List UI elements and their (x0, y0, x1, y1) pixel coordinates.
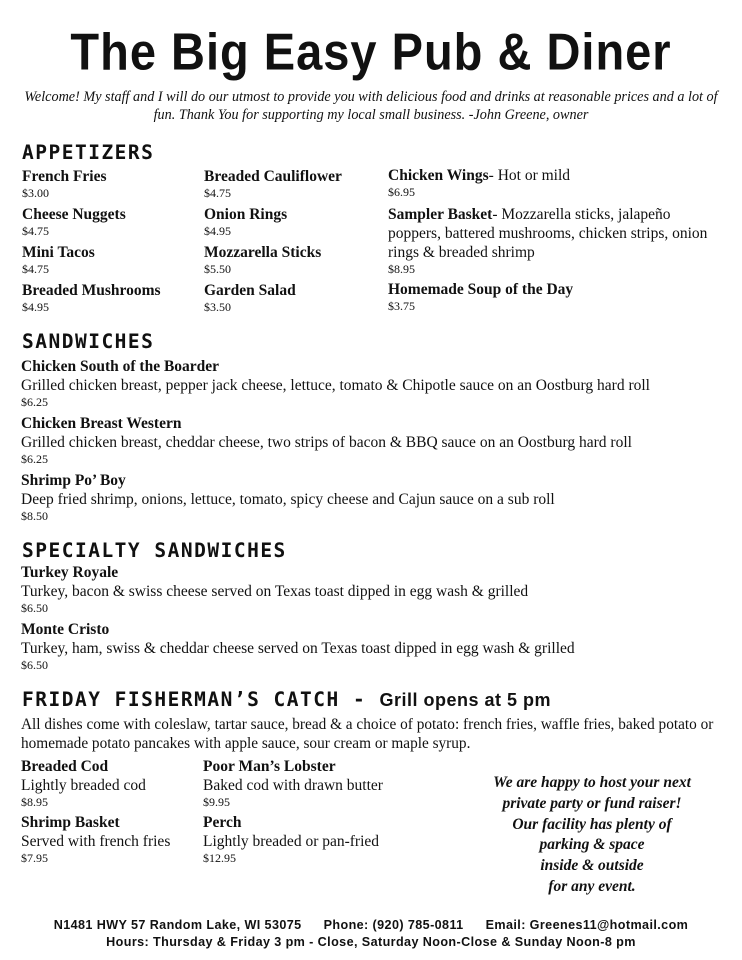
item-name: Breaded Cod (21, 758, 109, 775)
item-price: $8.95 (388, 262, 415, 276)
item-desc: - Hot or mild (488, 167, 571, 184)
item-name: Monte Cristo (21, 621, 110, 638)
menu-item (22, 282, 161, 315)
item-desc: Lightly breaded cod (21, 777, 146, 794)
item-price: $6.50 (21, 658, 48, 672)
item-name: Mini Tacos (22, 244, 95, 261)
promo-line: for any event. (548, 877, 636, 895)
item-name: Onion Rings (204, 206, 288, 223)
item-price: $3.00 (22, 186, 49, 200)
menu-item (22, 168, 107, 201)
item-name: Shrimp Po’ Boy (21, 472, 126, 489)
menu-item (203, 814, 379, 866)
menu-item (21, 415, 726, 467)
item-price: $6.50 (21, 601, 48, 615)
menu-item (204, 244, 321, 277)
menu-item (21, 814, 170, 866)
item-name: Homemade Soup of the Day (388, 281, 574, 298)
promo-line: We are happy to host your next (493, 774, 691, 791)
sandwiches-heading: SANDWICHES (22, 330, 155, 353)
item-name: Cheese Nuggets (22, 206, 126, 223)
item-name: Breaded Cauliflower (204, 168, 342, 185)
item-name: Sampler Basket (388, 206, 493, 223)
item-name: Mozzarella Sticks (204, 244, 322, 261)
menu-item (21, 758, 146, 810)
item-price: $4.95 (22, 300, 49, 314)
item-price: $12.95 (203, 851, 236, 865)
item-price: $4.75 (22, 224, 49, 238)
item-price: $9.95 (203, 795, 230, 809)
item-desc: Grilled chicken breast, cheddar cheese, two strips of bacon & BBQ sauce on an Oostburg hard roll (21, 434, 632, 451)
promo-line: parking & space (539, 836, 645, 854)
friday-subheading: Grill opens at 5 pm (379, 690, 552, 710)
item-price: $4.75 (22, 262, 49, 276)
item-price: $6.95 (388, 185, 415, 199)
item-name: Chicken Breast Western (21, 415, 182, 432)
item-name-text: Chicken Wings (388, 167, 489, 184)
promo-line: private party or fund raiser! (502, 794, 682, 812)
menu-item (388, 205, 718, 277)
specialty-heading: SPECIALTY SANDWICHES (22, 539, 287, 562)
menu-item (203, 758, 383, 810)
contact-info (0, 917, 742, 933)
item-name: Turkey Royale (21, 564, 119, 581)
item-price: $7.95 (21, 851, 48, 865)
item-name: French Fries (22, 168, 107, 185)
address: N1481 HWY 57 Random Lake, WI 53075 (53, 918, 302, 932)
appetizers-heading: APPETIZERS (22, 141, 155, 164)
item-name: Breaded Mushrooms (22, 282, 161, 299)
menu-item (204, 168, 342, 201)
item-name: Perch (203, 814, 242, 831)
welcome-message: Welcome! My staff and I will do our utmost to provide you with delicious food and drinks at reasonable prices and a lot of fun. Thank You for supporting my local small business. -John Greene, owner (24, 89, 718, 123)
item-name: Garden Salad (204, 282, 296, 299)
private-party-promo (462, 773, 722, 898)
friday-heading-title: FRIDAY FISHERMAN’S CATCH - (22, 688, 367, 711)
menu-item (21, 564, 726, 616)
item-price: $6.25 (21, 395, 48, 409)
menu-item (388, 167, 723, 200)
item-desc: Turkey, ham, swiss & cheddar cheese served on Texas toast dipped in egg wash & grilled (21, 640, 575, 657)
menu-item (388, 281, 573, 314)
business-hours: Hours: Thursday & Friday 3 pm - Close, Saturday Noon-Close & Sunday Noon-8 pm (106, 935, 636, 949)
item-price: $3.50 (204, 300, 231, 314)
menu-item (22, 206, 126, 239)
restaurant-title: The Big Easy Pub & Diner (70, 22, 672, 81)
promo-line: inside & outside (540, 857, 644, 875)
item-desc: Baked cod with drawn butter (203, 777, 383, 794)
item-price: $4.95 (204, 224, 231, 238)
item-name-desc (388, 205, 718, 262)
menu-item (21, 472, 726, 524)
item-name (388, 167, 723, 185)
email: Email: Greenes11@hotmail.com (485, 918, 689, 932)
phone: Phone: (920) 785-0811 (323, 918, 464, 932)
promo-line: Our facility has plenty of (512, 815, 672, 833)
menu-item (204, 206, 287, 239)
item-desc: Turkey, bacon & swiss cheese served on Texas toast dipped in egg wash & grilled (21, 583, 529, 600)
item-price: $8.50 (21, 509, 48, 523)
item-price: $3.75 (388, 299, 415, 313)
item-price: $6.25 (21, 452, 48, 466)
item-price: $5.50 (204, 262, 231, 276)
menu-item (21, 358, 726, 410)
item-name: Chicken South of the Boarder (21, 358, 220, 375)
friday-heading (22, 689, 551, 711)
menu-item (204, 282, 296, 315)
item-desc: Served with french fries (21, 833, 171, 850)
menu-item (22, 244, 95, 277)
item-price: $8.95 (21, 795, 48, 809)
item-desc: Grilled chicken breast, pepper jack cheese, lettuce, tomato & Chipotle sauce on an Oostburg hard roll (21, 377, 650, 394)
item-name: Shrimp Basket (21, 814, 120, 831)
item-price: $4.75 (204, 186, 231, 200)
item-desc: - Mozzarella sticks, jalapeño poppers, battered mushrooms, chicken strips, onion rings & breaded shrimp (388, 206, 708, 261)
item-desc: Lightly breaded or pan-fried (203, 833, 380, 850)
item-name: Poor Man’s Lobster (203, 758, 336, 775)
friday-intro: All dishes come with coleslaw, tartar sauce, bread & a choice of potato: french fries, waffle fries, baked potato or homemade potato pancakes with apple sauce, sour cream or maple syrup. (21, 716, 714, 752)
item-desc: Deep fried shrimp, onions, lettuce, tomato, spicy cheese and Cajun sauce on a sub roll (21, 491, 555, 508)
menu-item (21, 621, 726, 673)
